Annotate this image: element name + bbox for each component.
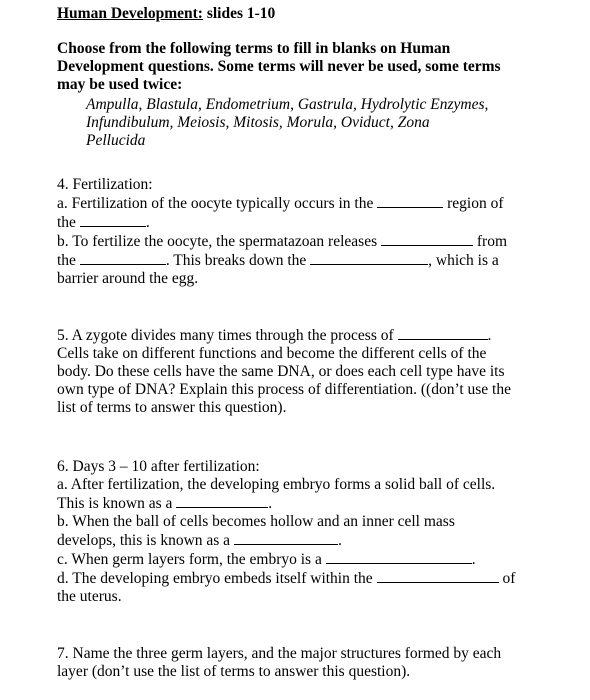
q4-b-line2: the . This breaks down the , which is a xyxy=(57,252,499,269)
question-7 xyxy=(57,645,501,681)
blank[interactable] xyxy=(377,194,443,208)
blank[interactable] xyxy=(326,550,472,564)
q6-a-line2: This is known as a . xyxy=(57,495,273,512)
q4-b-line1: b. To fertilize the oocyte, the spermatazoan releases from xyxy=(57,233,508,250)
blank[interactable] xyxy=(80,251,166,265)
question-5 xyxy=(57,326,511,417)
term-line: Ampulla, Blastula, Endometrium, Gastrula, Hydrolytic Enzymes, xyxy=(86,96,489,113)
term-list xyxy=(86,96,488,150)
page-title xyxy=(57,5,275,23)
q5-line3: body. Do these cells have the same DNA, or does each cell type have its xyxy=(57,363,505,380)
term-line: Pellucida xyxy=(86,132,146,149)
q6-c-line: c. When germ layers form, the embryo is a . xyxy=(57,551,476,568)
title-underlined: Human Development: xyxy=(57,5,203,22)
question-6 xyxy=(57,458,515,606)
q6-d-line1: d. The developing embryo embeds itself within the of xyxy=(57,570,516,587)
blank[interactable] xyxy=(398,326,488,340)
q5-line5: list of terms to answer this question). xyxy=(57,399,287,416)
q4-b-line3: barrier around the egg. xyxy=(57,270,199,287)
term-line: Infundibulum, Meiosis, Mitosis, Morula, Oviduct, Zona xyxy=(86,114,430,131)
question-4 xyxy=(57,176,507,288)
q4-a-line2: the . xyxy=(57,214,150,231)
q7-line2: layer (don’t use the list of terms to answer this question). xyxy=(57,663,411,680)
blank[interactable] xyxy=(234,531,338,545)
instructions xyxy=(57,40,501,94)
blank[interactable] xyxy=(381,232,473,246)
blank[interactable] xyxy=(80,213,146,227)
q4-a-line1: a. Fertilization of the oocyte typically occurs in the region of xyxy=(57,195,504,212)
instruction-line: Development questions. Some terms will never be used, some terms xyxy=(57,58,501,75)
q4-heading: 4. Fertilization: xyxy=(57,176,153,193)
instruction-line: may be used twice: xyxy=(57,76,183,93)
q5-line2: Cells take on different functions and become the different cells of the xyxy=(57,345,487,362)
q7-line1: 7. Name the three germ layers, and the major structures formed by each xyxy=(57,645,502,662)
blank[interactable] xyxy=(310,251,428,265)
q5-line4: own type of DNA? Explain this process of differentiation. ((don’t use the xyxy=(57,381,511,398)
q5-line1: 5. A zygote divides many times through the process of . xyxy=(57,327,492,344)
q6-heading: 6. Days 3 – 10 after fertilization: xyxy=(57,458,260,475)
q6-a-line1: a. After fertilization, the developing embryo forms a solid ball of cells. xyxy=(57,476,496,493)
title-rest: slides 1-10 xyxy=(202,5,276,22)
q6-b-line2: develops, this is known as a . xyxy=(57,532,342,549)
q6-b-line1: b. When the ball of cells becomes hollow and an inner cell mass xyxy=(57,513,455,530)
blank[interactable] xyxy=(176,494,268,508)
instruction-line: Choose from the following terms to fill in blanks on Human xyxy=(57,40,451,57)
blank[interactable] xyxy=(377,569,499,583)
q6-d-line2: the uterus. xyxy=(57,588,122,605)
